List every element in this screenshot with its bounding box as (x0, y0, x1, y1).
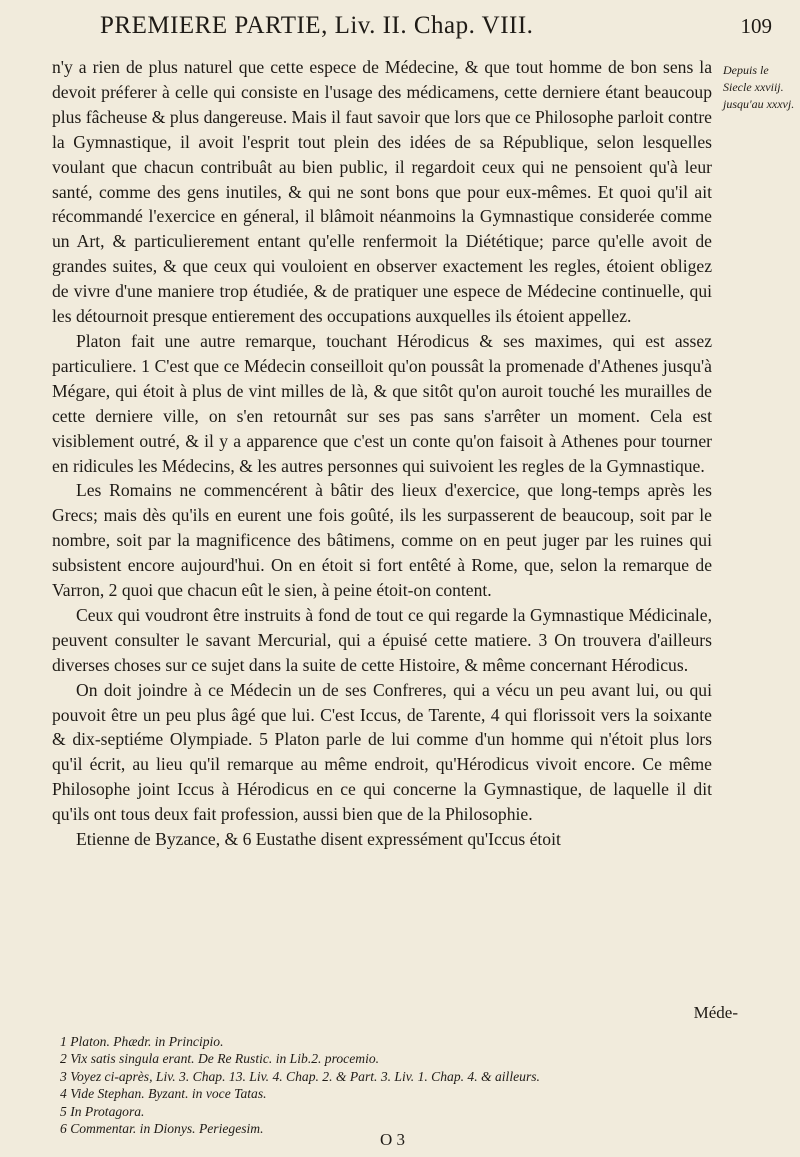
footnote: 1 Platon. Phædr. in Principio. (60, 1034, 224, 1049)
footnote: 3 Voyez ci-après, Liv. 3. Chap. 13. Liv. 4. Chap. 2. & Part. 3. Liv. 1. Chap. 4. & ailleurs. (60, 1068, 540, 1084)
page-number: 109 (740, 14, 772, 38)
catchword: Méde- (693, 1003, 738, 1022)
paragraph: Etienne de Byzance, & 6 Eustathe disent expressément qu'Iccus étoit (76, 829, 561, 850)
paragraph: Ceux qui voudront être instruits à fond de tout ce qui regarde la Gymnastique Médicinale, peuvent consulter le savant Mercurial, qui a épuisé cette matiere. 3 On trouvera d'ailleurs diverses choses sur ce sujet dans la suite de cette Histoire, & même concernant Hérodicus. (52, 604, 712, 675)
footnote: 4 Vide Stephan. Byzant. in voce Tatas. (60, 1086, 267, 1102)
footnote: 2 Vix satis singula erant. De Re Rustic. in Lib.2. procemio. (60, 1051, 380, 1067)
footnote: 6 Commentar. in Dionys. Periegesim. (60, 1121, 264, 1137)
footnote: 5 In Protagora. (60, 1103, 145, 1119)
footnotes (60, 1033, 720, 1137)
margin-note: Depuis le Siecle xxviij. jusqu'au xxxvj. (723, 63, 795, 111)
paragraph: n'y a rien de plus naturel que cette espece de Médecine, & que tout homme de bon sens la devoit préferer à celle qui consiste en l'usage des médicamens, cette derniere étant beaucoup plus fâcheuse & plus dangereuse. Mais il faut savoir que lors que ce Philosophe parloit contre la Gymnastique, il avoit l'esprit tout plein des idées de sa République, selon lesquelles voulant que chacun contribuât au bien public, il regardoit ceux qui ne pensoient qu'à leur santé, comme des gens inutiles, & qui ne sont bons que pour eux-mêmes. Et quoi qu'il ait récommandé l'exercice en géneral, il blâmoit néanmoins la Gymnastique considerée comme un Art, & particulierement entant qu'elle renfermoit la Diététique; parce qu'elle avoit de grandes suites, & que ceux qui vouloient en observer exactement les regles, étoient obligez de vivre d'une maniere trop étudiée, & de pratiquer une espece de Médecine continuelle, qui les détournoit presque entierement des occupations auxquelles ils étoient appellez. (52, 57, 712, 327)
paragraph: Platon fait une autre remarque, touchant Hérodicus & ses maximes, qui est assez particuliere. 1 C'est que ce Médecin conseilloit qu'on poussât la promenade d'Athenes jusqu'à Mégare, qui étoit à plus de vint milles de là, & que sitôt qu'on auroit touché les murailles de cette derniere ville, on s'en retournât sur ses pas sans s'arrêter un moment. Cela est visiblement outré, & il y a apparence que c'est un conte qu'on faisoit à Athenes pour tourner en ridicules les Médecins, & les autres personnes qui suivoient les regles de la Gymnastique. (52, 330, 712, 476)
paragraph: Les Romains ne commencérent à bâtir des lieux d'exercice, que long-temps après les Grecs; mais dès qu'ils en eurent une fois goûté, ils les surpasserent de beaucoup, soit par le nombre, soit par la magnificence des bâtimens, comme on en peut juger par les ruines qui subsistent encore aujourd'hui. On en étoit si fort entêté à Rome, que, selon la remarque de Varron, 2 quoi que chacun eût le sien, à peine étoit-on content. (52, 480, 712, 601)
body-text (52, 55, 712, 852)
paragraph: On doit joindre à ce Médecin un de ses Confreres, qui a vécu un peu avant lui, ou qui pouvoit être un peu plus âgé que lui. C'est Iccus, de Tarente, 4 qui florissoit vers la soixante & dix-septiéme Olympiade. 5 Platon parle de lui comme d'un homme qui n'étoit plus lors qu'il écrit, au lieu qu'il remarque au même endroit, qu'Hérodicus vivoit encore. Ce même Philosophe joint Iccus à Hérodicus en ce qui concerne la Gymnastique, de laquelle il dit qu'ils ont tous deux fait profession, aussi bien que de la Philosophie. (52, 679, 712, 825)
signature-mark: O 3 (380, 1130, 406, 1149)
running-head: PREMIERE PARTIE, Liv. II. Chap. VIII. (100, 12, 534, 39)
